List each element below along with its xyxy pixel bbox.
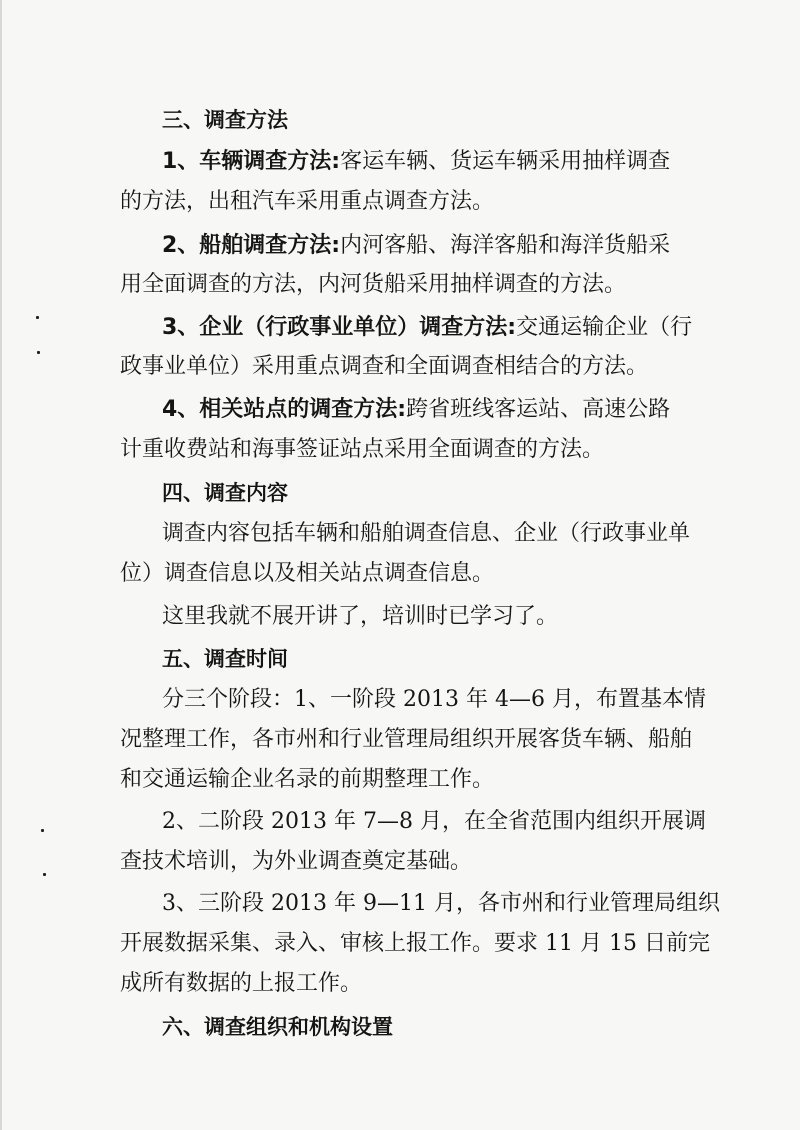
paragraph-continuation: 用全面调查的方法，内河货船采用抽样调查的方法。	[120, 272, 627, 297]
scan-edge	[0, 0, 2, 1130]
paragraph-phase-3: 3、三阶段 2013 年 9—11 月，各市州和行业管理局组织	[162, 891, 720, 916]
paragraph-text: 跨省班线客运站、高速公路	[406, 397, 671, 422]
paragraph-continuation: 开展数据采集、录入、审核上报工作。要求 11 月 15 日前完	[120, 931, 710, 956]
paragraph-lead: 4、相关站点的调查方法:	[162, 397, 407, 422]
section-heading-time: 五、调查时间	[162, 647, 288, 671]
paragraph-station-method	[162, 396, 800, 424]
scan-speck	[41, 829, 44, 832]
section-heading-methods: 三、调查方法	[162, 108, 288, 132]
paragraph-ship-method	[162, 232, 800, 260]
paragraph-text: 内河客船、海洋客船和海洋货船采	[340, 233, 671, 258]
paragraph-lead: 3、企业（行政事业单位）调查方法:	[162, 315, 517, 340]
scan-speck	[36, 316, 39, 319]
paragraph-continuation: 的方法，出租汽车采用重点调查方法。	[120, 189, 495, 214]
paragraph-continuation: 况整理工作，各市州和行业管理局组织开展客货车辆、船舶	[120, 727, 693, 752]
paragraph-text: 交通运输企业（行	[516, 315, 693, 340]
paragraph-continuation: 查技术培训，为外业调查奠定基础。	[120, 849, 473, 874]
paragraph-text: 客运车辆、货运车辆采用抽样调查	[340, 149, 671, 174]
paragraph-lead: 2、船舶调查方法:	[162, 233, 341, 258]
paragraph-note: 这里我就不展开讲了，培训时已学习了。	[162, 604, 559, 629]
section-heading-content: 四、调查内容	[162, 481, 288, 505]
paragraph-phase-1: 分三个阶段：1、一阶段 2013 年 4—6 月，布置基本情	[162, 687, 706, 712]
paragraph-phase-2: 2、二阶段 2013 年 7—8 月，在全省范围内组织开展调	[162, 809, 706, 834]
section-heading-organization: 六、调查组织和机构设置	[162, 1015, 393, 1039]
paragraph-content: 调查内容包括车辆和船舶调查信息、企业（行政事业单	[162, 521, 691, 546]
paragraph-continuation: 位）调查信息以及相关站点调查信息。	[120, 561, 495, 586]
paragraph-lead: 1、车辆调查方法:	[162, 149, 341, 174]
paragraph-continuation: 成所有数据的上报工作。	[120, 971, 363, 996]
paragraph-vehicle-method	[162, 148, 800, 176]
scan-speck	[37, 351, 40, 354]
paragraph-enterprise-method	[162, 314, 800, 342]
paragraph-continuation: 计重收费站和海事签证站点采用全面调查的方法。	[120, 437, 605, 462]
scan-speck	[43, 873, 46, 876]
paragraph-continuation: 政事业单位）采用重点调查和全面调查相结合的方法。	[120, 354, 649, 379]
paragraph-continuation: 和交通运输企业名录的前期整理工作。	[120, 767, 495, 792]
